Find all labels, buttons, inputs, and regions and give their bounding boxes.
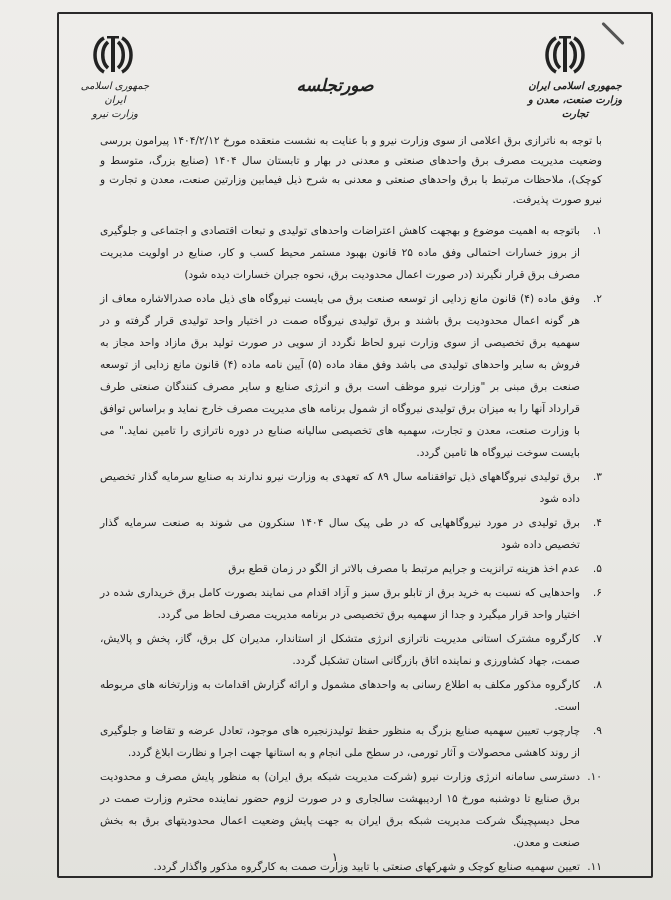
list-item bbox=[100, 220, 602, 286]
iran-emblem-icon bbox=[88, 34, 138, 76]
item-number: ۲. bbox=[592, 293, 602, 305]
document-title: صورتجلسه bbox=[296, 76, 374, 96]
ministry-of-energy-label bbox=[70, 80, 160, 122]
item-text: واحدهایی که نسبت به خرید برق از تابلو برق سبز و آزاد اقدام می نمایند بصورت کامل برق خریداری شده در اختیار واحد قرار میگیرد و جدا از سهمیه برق تخصیصی در برنامه مدیریت مصرف لحاظ می گردد. bbox=[100, 587, 580, 621]
org-line: جمهوری اسلامی ایران bbox=[80, 81, 150, 106]
iran-emblem-icon bbox=[540, 34, 590, 76]
item-text: برق تولیدی نیروگاههای ذیل توافقنامه سال ۸۹ که تعهدی به وزارت نیرو ندارند به صنایع سرمایه گذار تخصیص داده شود bbox=[100, 471, 580, 505]
item-text: وفق ماده (۴) قانون مانع زدایی از توسعه صنعت برق می بایست نیروگاه های ذیل ماده صدرالاشاره معاف از هر گونه اعمال محدودیت برق باشند و برق تولیدی نیروگاه صمت در اختیار واحد تولیدی قرار گرفته و در سهمیه برق تخصیصی از سوی وزارت نیرو لحاظ نگردد از سویی در صورت تولید برق مازاد واحد مجاز به فروش به سایر واحدهای تولیدی می باشد وفق مفاد ماده (۵) آیین نامه ماده (۴) قانون مانع زدایی از توسعه صنعت برق مبنی بر "وزارت نیرو موظف است برق و انرژی صنایع و سایر مصرف کنندگان صنعتی طرف قرارداد آنها را به میزان برق تولیدی نیروگاه از شمول برنامه های مدیریت مصرف خارج نماید و براساس توافق با وزارت صنعت، معدن و تجارت، سهمیه های تخصیصی سالیانه صنایع در دوره ناترازی را تامین نماید." می بایست سوخت نیروگاه ها تامین گردد. bbox=[100, 293, 581, 459]
list-item bbox=[100, 582, 602, 626]
item-number: ۱۱. bbox=[587, 861, 602, 873]
item-text: باتوجه به اهمیت موضوع و بهجهت کاهش اعتراضات واحدهای تولیدی و تبعات اقتصادی و اجتماعی و جلوگیری از بروز خسارات احتمالی وفق ماده ۲۵ قانون بهبود مستمر محیط کسب و کار، صنایع در اولویت مدیریت مصرف برق قرار نگیرند (در صورت اعمال محدودیت برق، نحوه جبران خسارات دیده شود) bbox=[100, 225, 580, 281]
intro-paragraph: با توجه به ناترازی برق اعلامی از سوی وزارت نیرو و با عنایت به نشست منعقده مورخ ۱۴۰۴/۲/۱۲ پیرامون بررسی وضعیت مدیریت مصرف برق واحدهای صنعتی و معدنی در بهار و تابستان سال ۱۴۰۴ (صنایع بزرگ، متوسط و کوچک)، ملاحظات مرتبط با برق واحدهای صنعتی و معدنی به شرح ذیل فیمابین وزارتین صنعت، معدن و تجارت و نیرو صورت پذیرفت. bbox=[100, 135, 602, 206]
list-item bbox=[100, 856, 602, 878]
item-number: ۴. bbox=[592, 517, 602, 529]
item-number: ۹. bbox=[592, 725, 602, 737]
list-item bbox=[100, 674, 602, 718]
item-text: تعیین سهمیه صنایع کوچک و شهرکهای صنعتی با تایید وزارت صمت به کارگروه مذکور واگذار گردد. bbox=[153, 861, 580, 873]
item-number: ۶. bbox=[592, 587, 602, 599]
org-line: وزارت نیرو bbox=[91, 109, 138, 120]
item-number: ۵. bbox=[592, 563, 602, 575]
page-number: ۱ bbox=[331, 850, 339, 864]
org-line: جمهوری اسلامی ایران bbox=[528, 81, 622, 92]
item-number: ۱. bbox=[592, 225, 602, 237]
list-item bbox=[100, 558, 602, 580]
item-number: ۳. bbox=[592, 471, 602, 483]
org-line: وزارت صنعت، معدن و تجارت bbox=[527, 95, 623, 120]
list-item bbox=[100, 466, 602, 510]
item-text: چارچوب تعیین سهمیه صنایع بزرگ به منظور حفظ تولیدزنجیره های موجود، تعادل عرضه و تقاضا و جلوگیری از روند کاهشی محصولات و آثار تورمی، در سطح ملی انجام و به استانها جهت اجرا و نظارت ابلاغ گردد. bbox=[100, 725, 580, 759]
item-text: کارگروه مشترک استانی مدیریت ناترازی انرژی متشکل از استاندار، مدیران کل برق، گاز، پخش و پالایش، صمت، جهاد کشاورزی و نماینده اتاق بازرگانی استان تشکیل گردد. bbox=[100, 633, 580, 667]
document-body bbox=[100, 132, 602, 880]
ministry-of-industry-label bbox=[515, 80, 635, 122]
item-text: دسترسی سامانه انرژی وزارت نیرو (شرکت مدیریت شبکه برق ایران) به منظور پایش مصرف و محدودیت برق صنایع تا دوشنبه مورخ ۱۵ اردیبهشت سالجاری و در صورت لزوم حضور نماینده محترم وزارت صمت در محل دیسپچینگ شرکت مدیریت شبکه برق ایران به جهت پایش وضعیت اعمال محدودیتهای برق به بخش صنعت و معدن. bbox=[100, 771, 580, 849]
item-text: برق تولیدی در مورد نیروگاههایی که در طی پیک سال ۱۴۰۴ سنکرون می شوند به صنعت سرمایه گذار تخصیص داده شود bbox=[100, 517, 580, 551]
list-item bbox=[100, 628, 602, 672]
item-number: ۷. bbox=[592, 633, 602, 645]
list-item bbox=[100, 512, 602, 556]
item-number: ۱۰. bbox=[587, 771, 602, 783]
list-item bbox=[100, 720, 602, 764]
list-item bbox=[100, 766, 602, 854]
item-number: ۸. bbox=[592, 679, 602, 691]
item-text: عدم اخذ هزینه ترانزیت و جرایم مرتبط با مصرف بالاتر از الگو در زمان قطع برق bbox=[228, 563, 580, 575]
list-item bbox=[100, 288, 602, 464]
item-list bbox=[100, 220, 602, 878]
item-text: کارگروه مذکور مکلف به اطلاع رسانی به واحدهای مشمول و ارائه گزارش اقدامات به وزارتخانه های مربوطه است. bbox=[100, 679, 580, 713]
